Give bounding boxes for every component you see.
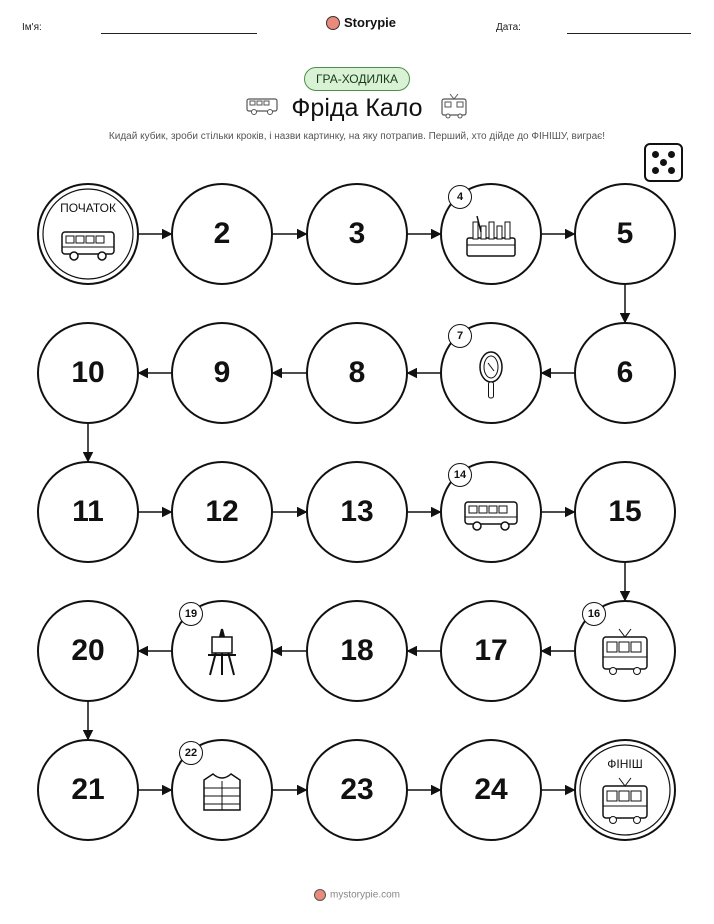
cell-number: 11 (72, 495, 104, 528)
cell-number-badge: 16 (582, 602, 606, 626)
cell-number: 10 (71, 356, 105, 389)
cell-number: 13 (340, 495, 374, 528)
game-type-badge: ГРА-ХОДИЛКА (304, 67, 410, 91)
cell-number: 2 (213, 217, 231, 250)
storypie-mascot-icon (314, 889, 326, 901)
cell-number: 23 (340, 773, 374, 806)
cell-number: 6 (616, 356, 634, 389)
start-label: ПОЧАТОК (60, 201, 116, 215)
cell-number: 18 (340, 634, 374, 667)
start-cell (38, 184, 138, 284)
cell-number-badge: 7 (448, 324, 472, 348)
cell-number-badge: 4 (448, 185, 472, 209)
footer-url[interactable]: mystorypie.com (329, 889, 400, 901)
paint-box-icon (467, 216, 515, 256)
cell-number-badge: 19 (179, 602, 203, 626)
cell-number: 20 (71, 634, 105, 667)
footer (0, 889, 714, 901)
cell-number-badge: 22 (179, 741, 203, 765)
cell-number: 9 (213, 356, 231, 389)
vest-icon (204, 774, 240, 810)
cell-number-badge: 14 (448, 463, 472, 487)
cell-number: 15 (608, 495, 642, 528)
cell-number: 5 (616, 217, 634, 250)
cell-number: 8 (348, 356, 366, 389)
instructions: Кидай кубик, зроби стільки кроків, і назви картинку, на яку потрапив. Перший, хто дійде до ФІНІШУ, виграє! (108, 131, 606, 142)
page-title: Фріда Кало (291, 94, 423, 122)
finish-cell (575, 740, 675, 840)
cell-number: 17 (474, 634, 508, 667)
logo-text: Storypie (344, 15, 397, 30)
cell-number: 12 (205, 495, 239, 528)
date-label: Дата: (496, 22, 521, 33)
name-label: Ім'я: (22, 22, 42, 33)
cell-number: 3 (348, 217, 366, 250)
cell-number: 24 (474, 773, 508, 806)
finish-label: ФІНІШ (607, 757, 643, 771)
cell-number: 21 (71, 773, 105, 806)
